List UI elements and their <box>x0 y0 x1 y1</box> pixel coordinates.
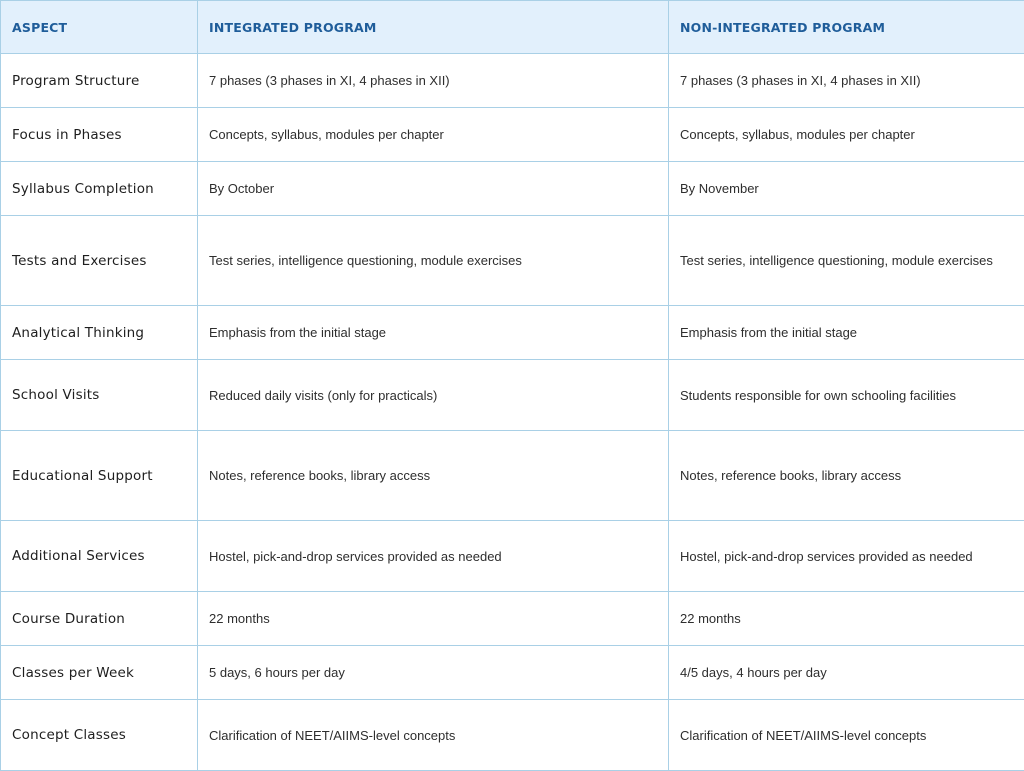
integrated-program-cell: Notes, reference books, library access <box>198 431 669 521</box>
non-integrated-program-cell: Hostel, pick-and-drop services provided as needed <box>669 521 1024 592</box>
table-row <box>1 592 1024 646</box>
non-integrated-program-cell: 7 phases (3 phases in XI, 4 phases in XII) <box>669 54 1024 108</box>
integrated-program-cell: 5 days, 6 hours per day <box>198 646 669 700</box>
integrated-program-cell: Reduced daily visits (only for practicals) <box>198 360 669 431</box>
header-non-integrated-program: NON-INTEGRATED PROGRAM <box>669 1 1024 54</box>
aspect-cell: Syllabus Completion <box>1 162 198 216</box>
table-row <box>1 108 1024 162</box>
table-row <box>1 700 1024 771</box>
aspect-cell: Concept Classes <box>1 700 198 771</box>
integrated-program-cell: Test series, intelligence questioning, module exercises <box>198 216 669 306</box>
header-row <box>1 1 1024 54</box>
aspect-cell: Classes per Week <box>1 646 198 700</box>
non-integrated-program-cell: Concepts, syllabus, modules per chapter <box>669 108 1024 162</box>
table-row <box>1 360 1024 431</box>
non-integrated-program-cell: Emphasis from the initial stage <box>669 306 1024 360</box>
non-integrated-program-cell: 22 months <box>669 592 1024 646</box>
aspect-cell: School Visits <box>1 360 198 431</box>
table-body <box>1 54 1024 771</box>
aspect-cell: Educational Support <box>1 431 198 521</box>
table-row <box>1 521 1024 592</box>
table-row <box>1 54 1024 108</box>
non-integrated-program-cell: Test series, intelligence questioning, module exercises <box>669 216 1024 306</box>
integrated-program-cell: Emphasis from the initial stage <box>198 306 669 360</box>
integrated-program-cell: Concepts, syllabus, modules per chapter <box>198 108 669 162</box>
integrated-program-cell: 22 months <box>198 592 669 646</box>
table-row <box>1 646 1024 700</box>
table-row <box>1 216 1024 306</box>
non-integrated-program-cell: By November <box>669 162 1024 216</box>
integrated-program-cell: Clarification of NEET/AIIMS-level concepts <box>198 700 669 771</box>
table-row <box>1 306 1024 360</box>
table-header <box>1 1 1024 54</box>
header-aspect: ASPECT <box>1 1 198 54</box>
aspect-cell: Course Duration <box>1 592 198 646</box>
non-integrated-program-cell: 4/5 days, 4 hours per day <box>669 646 1024 700</box>
non-integrated-program-cell: Clarification of NEET/AIIMS-level concepts <box>669 700 1024 771</box>
table-row <box>1 162 1024 216</box>
integrated-program-cell: 7 phases (3 phases in XI, 4 phases in XII) <box>198 54 669 108</box>
integrated-program-cell: Hostel, pick-and-drop services provided as needed <box>198 521 669 592</box>
non-integrated-program-cell: Students responsible for own schooling facilities <box>669 360 1024 431</box>
aspect-cell: Additional Services <box>1 521 198 592</box>
aspect-cell: Focus in Phases <box>1 108 198 162</box>
table-row <box>1 431 1024 521</box>
header-integrated-program: INTEGRATED PROGRAM <box>198 1 669 54</box>
non-integrated-program-cell: Notes, reference books, library access <box>669 431 1024 521</box>
aspect-cell: Program Structure <box>1 54 198 108</box>
aspect-cell: Tests and Exercises <box>1 216 198 306</box>
integrated-program-cell: By October <box>198 162 669 216</box>
aspect-cell: Analytical Thinking <box>1 306 198 360</box>
